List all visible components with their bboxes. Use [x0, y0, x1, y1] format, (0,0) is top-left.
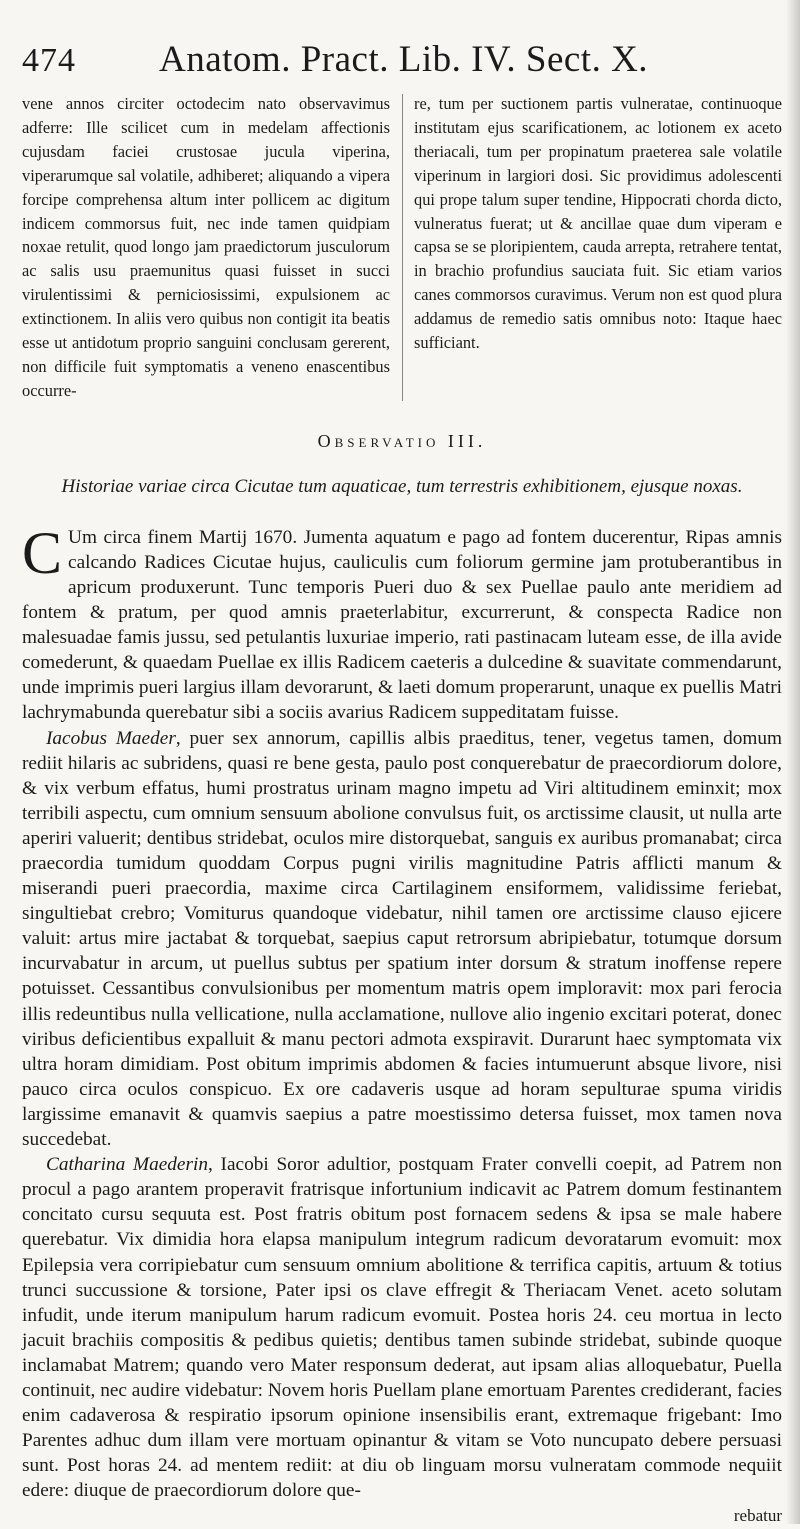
paragraph-2-text: , puer sex annorum, capillis albis praeditus, tener, vegetus tamen, domum rediit hilaris ac subridens, quasi re bene gesta, paulo post conquerebatur de praecordiorum dolore, & vix verbum effatus, humi prostratus urinam magno impetu ad Viri altitudinem eminxit; mox terribili aspectu, cum omnium sensuum abolione convulsus fuit, os arctissime clausit, ut nulla arte aperiri valuerit; dentibus stridebat, oculos mire distorquebat, sanguis ex auribus promanabat; circa praecordia tumidum quoddam Corpus pugni virilis magnitudine Patris afflicti manum & miserandi pueri praecordia, maxime circa Cartilaginem ensiformem, validissime feriebat, singultiebat crebro; Vomiturus quandoque videbatur, nihil tamen ore arctissime clauso ejicere valuit: artus mire jactabat & torquebat, saepius caput retrorsum abripiebatur, totumque dorsum incurvabatur in arcum, ut puellus subtus per spatium inter dorsum & stratum inoffense repere potuisset. Cessantibus convulsionibus per momentum matris opem imploravit: mox pari ferocia illis redeuntibus nulla vellicatione, nulla acclamatione, nullove alio ingenio excitari poterat, donec viribus deficientibus expalluit & manu pectori admota exspiravit. Durarunt haec symptomata vix ultra horam dimidiam. Post obitum imprimis abdomen & facies intumuerunt absque livore, nisi pauco circa oculos conspicuo. Ex ore cadaveris usque ad horam sepulturae spuma viridis largissime emanavit & quamvis saepius a patre moestissimo detersa fuisset, mox tamen nova succedebat.	[22, 727, 783, 1151]
running-title: Anatom. Pract. Lib. IV. Sect. X.	[159, 39, 649, 80]
page-number: 474	[22, 42, 76, 79]
person-name-jacobus: Iacobus Maeder	[46, 727, 176, 749]
two-column-section	[22, 92, 782, 403]
catchword: rebatur	[733, 1506, 782, 1526]
observation-title: Observatio III.	[317, 430, 487, 451]
book-page	[22, 38, 782, 1529]
main-text	[22, 519, 783, 1529]
column-divider	[402, 94, 403, 401]
running-header	[22, 38, 782, 88]
left-column	[22, 92, 390, 403]
drop-cap: C	[22, 519, 63, 586]
paragraph-1	[22, 519, 782, 726]
paragraph-3	[22, 1152, 782, 1503]
right-column	[414, 92, 782, 403]
paragraph-1-text: Um circa finem Martij 1670. Jumenta aquatum e pago ad fontem ducerentur, Ripas amnis calcando Radices Cicutae hujus, cauliculis cum foliorum germine jam protuberantibus in apricum produxerunt. Tunc temporis Pueri duo & sex Puellae paulo ante meridiem ad fontem & pratum, per quod amnis praeterlabitur, excurrerunt, & conspecta Radice non malesuadae famis jussu, sed petulantis luxuriae imperio, rati pastinacam luteam esse, de illa avide comederunt, & quaedam Puellae ex illis Radicem caeteris a dulcedine & suavitate commendarunt, unde imprimis pueri largius illam devorarunt, & laeti domum properarunt, unaque ex puellis Matri lachrymabunda querebatur sibi a sociis avarius Radicem suppeditatam fuisse.	[22, 526, 782, 724]
page-edge-shadow	[786, 0, 800, 1524]
right-column-text: re, tum per suctionem partis vulneratae, continuoque institutam ejus scarificationem, ac lotionem ex aceto theriacali, tum per propinatum praeterea sale volatile viperinum in largiori dosi. Sic providimus adolescenti qui prope talum super tendine, Hippocrati chorda dicto, vulneratus fuerat; ut & ancillae quae dum viperam e capsa se se ploripientem, cauda arrepta, retrahere tentat, in brachio profundius sauciata fuit. Sic etiam varios canes commorsos curavimus. Verum non est quod plura addamus de remedio satis omnibus noto: Itaque haec sufficiant.	[414, 94, 782, 353]
paragraph-2	[22, 726, 782, 1153]
person-name-catharina: Catharina Maederin	[46, 1154, 208, 1176]
paragraph-3-text: , Iacobi Soror adultior, postquam Frater convelli coepit, ad Patrem non procul a pago arantem properavit fratrisque infortunium indicavit ac Patrem domum festinantem concitato cursu sequuta est. Post fratris obitum post fornacem sedens & ipsa se male habere querebatur. Vix dimidia hora elapsa manipulum integrum radicum devoratarum evomuit: mox Epilepsia vera corripiebatur cum sensuum omnium abolitione & terrifica capitis, artuum & totius trunci succussione & torsione, Pater ipsi os clave effregit & Theriacam Venet. aceto solutam infudit, unde iterum manipulum harum radicum evomuit. Postea horis 24. ceu mortua in lecto jacuit brachiis compositis & pedibus quietis; dentibus tamen subinde stridebat, subinde quoque inclamabat Matrem; quando vero Mater responsum dederat, aut ipsam alias alloquebatur, Puella continuit, nec audire videbatur: Novem horis Puellam plane emortuam Parentes crediderant, facies enim cadaverosa & respiratio ipsorum opinione insensibilis erant, extremaque frigebant: Imo Parentes adhuc dum illam vere mortuam opinantur & vitam se Voto nuncupato debere persuasi sunt. Post horas 24. ad mentem rediit: at diu ob linguam morsu vulneratam commode nequiit edere: diuque de praecordiorum dolore que-	[22, 1154, 783, 1502]
observation-subtitle: Historiae variae circa Cicutae tum aquaticae, tum terrestris exhibitionem, ejusque noxas.	[61, 475, 743, 497]
left-column-text: vene annos circiter octodecim nato observavimus adferre: Ille scilicet cum in medelam affectionis cujusdam faciei crustosae jucula viperina, viperarumque sal volatile, adhiberet; aliquando a vipera forcipe comprehensa altum inter pollicem ac digitum indicem commorsus fuit, nec inde tamen quidpiam noxae retulit, quod longo jam praedictorum jusculorum ac salis usu praemunitus quasi fuisset in succi virulentissimi & perniciosissimi, expulsionem ac extinctionem. In aliis vero quibus non contigit ita beatis esse ut antidotum proprio sanguini conclusam gererent, non difficile fuit symptomatis a veneno enascentibus occurre-	[22, 94, 390, 400]
